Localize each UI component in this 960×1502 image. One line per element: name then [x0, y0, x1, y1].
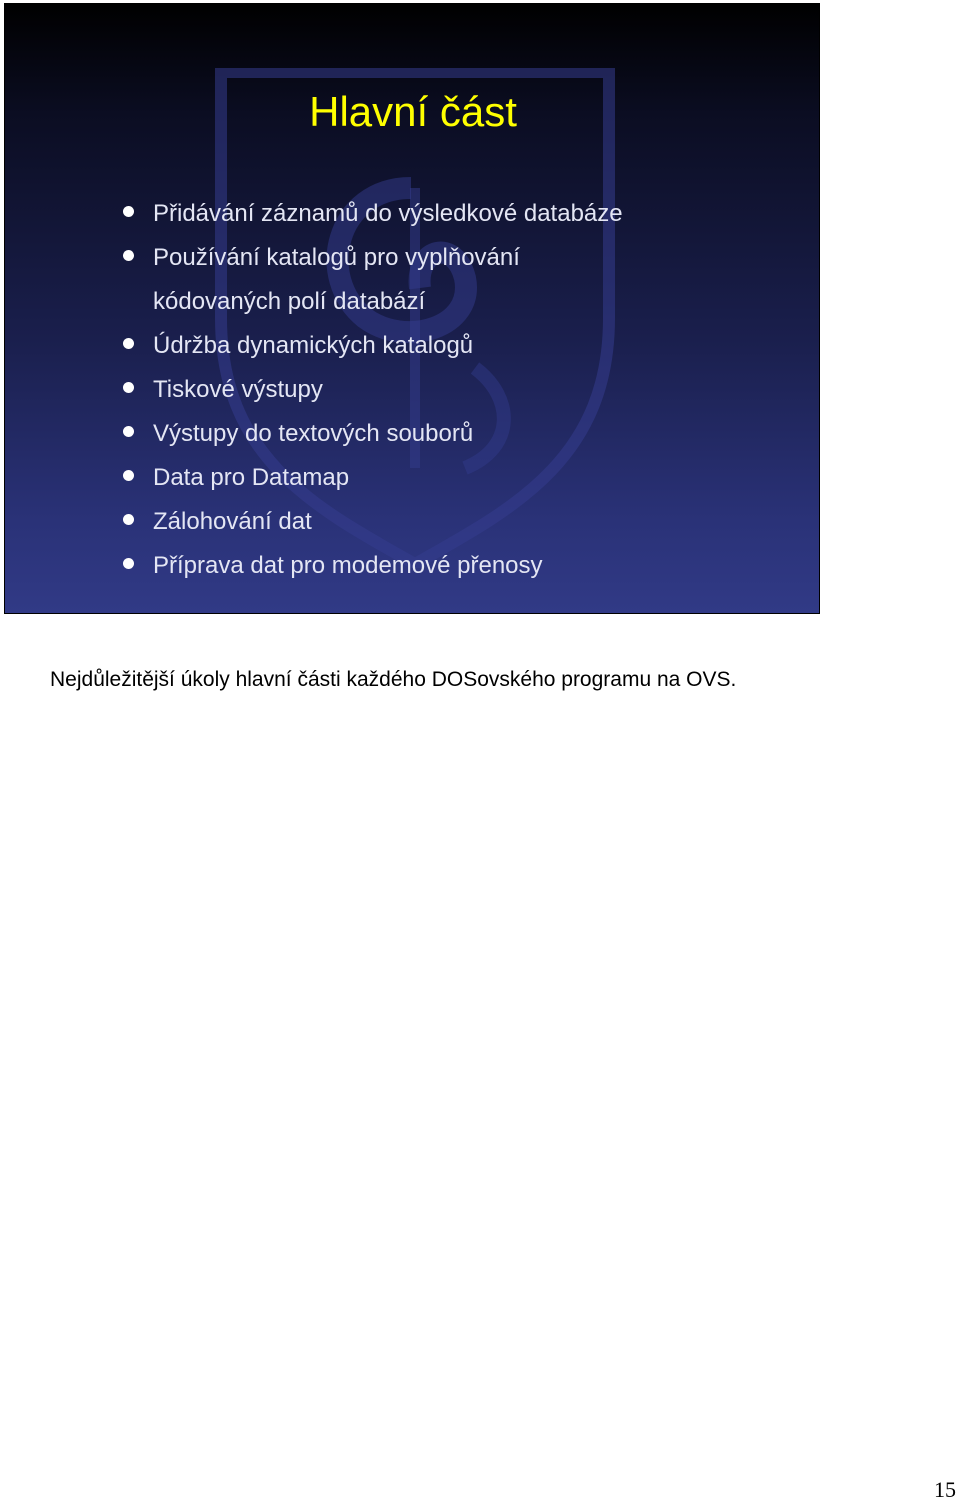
bullet-dot-icon	[123, 338, 134, 349]
bullet-dot-icon	[123, 426, 134, 437]
bullet-text: Tiskové výstupy	[153, 376, 323, 403]
bullet-list	[121, 192, 623, 588]
bullet-dot-icon	[123, 250, 134, 261]
slide-title: Hlavní část	[309, 88, 517, 135]
slide	[4, 3, 820, 614]
bullet-dot-icon	[123, 558, 134, 569]
bullet-text-continuation: kódovaných polí databází	[153, 288, 426, 315]
bullet-dot-icon	[123, 514, 134, 525]
bullet-item	[121, 500, 623, 544]
bullet-item	[121, 412, 623, 456]
slide-caption: Nejdůležitější úkoly hlavní části každého DOSovského programu na OVS.	[50, 668, 737, 691]
bullet-text: Výstupy do textových souborů	[153, 420, 474, 447]
bullet-dot-icon	[123, 470, 134, 481]
bullet-dot-icon	[123, 206, 134, 217]
bullet-text: Data pro Datamap	[153, 464, 350, 491]
bullet-text: Přidávání záznamů do výsledkové databáze	[153, 200, 623, 227]
bullet-text: Používání katalogů pro vyplňování	[153, 244, 520, 271]
bullet-item	[121, 236, 623, 324]
bullet-dot-icon	[123, 382, 134, 393]
page-number: 15	[934, 1477, 956, 1502]
bullet-item	[121, 544, 623, 588]
bullet-text: Zálohování dat	[153, 508, 312, 535]
bullet-item	[121, 324, 623, 368]
bullet-item	[121, 368, 623, 412]
bullet-text: Příprava dat pro modemové přenosy	[153, 552, 543, 579]
bullet-text: Údržba dynamických katalogů	[153, 332, 474, 359]
bullet-item	[121, 192, 623, 236]
bullet-item	[121, 456, 623, 500]
